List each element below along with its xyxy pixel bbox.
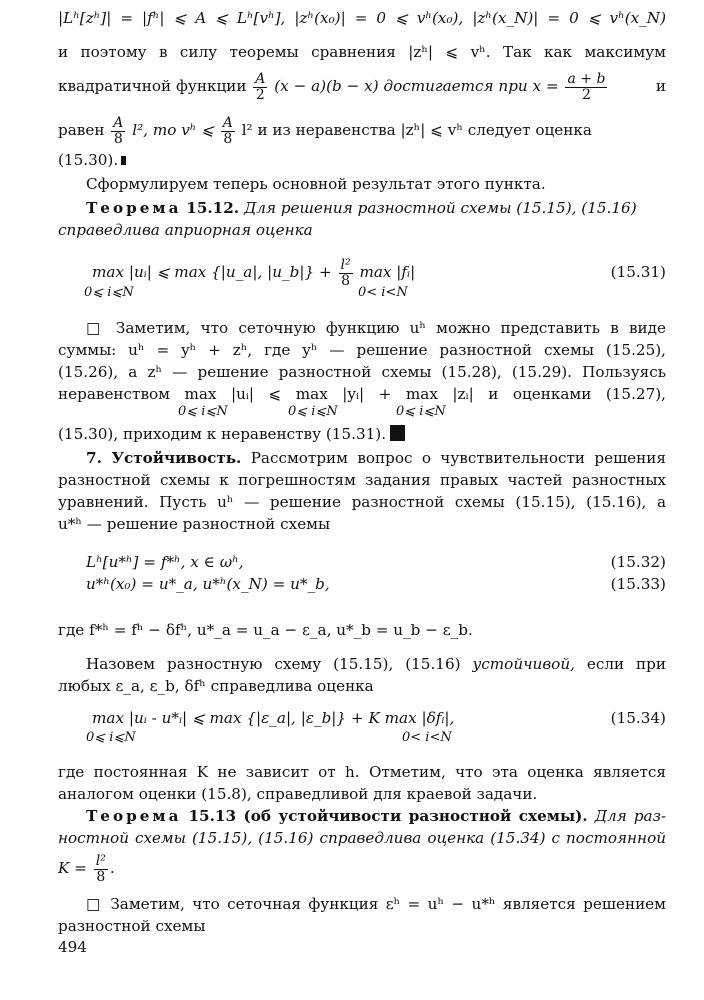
text-line-1: |Lʰ[zʰ]| = |fʰ| ⩽ A ⩽ Lʰ[vʰ], |zʰ(x₀)| = 0 ⩽ vʰ(x₀), |zʰ(x_N)| = 0 ⩽ vʰ(x_N) xyxy=(58,9,666,27)
equation-15-34: max |uᵢ - u*ᵢ| ⩽ max {|ε_a|, |ε_b|} + K max |δfᵢ|, xyxy=(92,709,455,727)
end-of-proof-mark xyxy=(121,156,126,165)
text-line-16: уравнений. Пусть uʰ — решение разностной схемы (15.15), (15.16), а xyxy=(58,493,666,511)
page-number: 494 xyxy=(58,938,87,956)
text-line-20: любых ε_a, ε_b, δfʰ справедлива оценка xyxy=(58,677,374,695)
inequality-subscript: 0⩽ i⩽N xyxy=(178,404,228,419)
equation-subscript: 0< i<N xyxy=(358,285,408,300)
end-of-proof-mark xyxy=(390,425,405,441)
fraction: $\frac{a + b}{2}$ xyxy=(567,70,606,103)
fraction: $\frac{A}{8}$ xyxy=(222,114,233,147)
equation-number: (15.34) xyxy=(610,709,666,727)
equation-15-32: Lʰ[u*ʰ] = f*ʰ, x ∈ ωʰ, xyxy=(86,553,244,571)
text-line-17: u*ʰ — решение разностной схемы xyxy=(58,515,331,533)
text-line-6: Сформулируем теперь основной результат этого пункта. xyxy=(86,175,546,193)
text-line-10: суммы: uʰ = yʰ + zʰ, где yʰ — решение разностной схемы (15.25), xyxy=(58,341,666,359)
equation-number: (15.31) xyxy=(610,263,666,281)
text-line-26: □ Заметим, что сеточная функция εʰ = uʰ − u*ʰ является решением xyxy=(86,895,666,913)
equation-number: (15.33) xyxy=(610,575,666,593)
equation-subscript: 0⩽ i⩽N xyxy=(86,730,136,745)
text-line-13: (15.30), приходим к неравенству (15.31). xyxy=(58,424,666,444)
text-line-9: □ Заметим, что сеточную функцию uʰ можно представить в виде xyxy=(86,319,666,337)
text-line-21: где постоянная K не зависит от h. Отметим, что эта оценка является xyxy=(58,763,666,781)
section-7-heading: 7. Устойчивость. Рассмотрим вопрос о чувствительности решения xyxy=(86,449,666,467)
text-line-8: справедлива априорная оценка xyxy=(58,221,313,239)
fraction: $\frac{A}{2}$ xyxy=(255,70,266,103)
fraction: $\frac{\text{l²}}{8}$ xyxy=(95,852,106,885)
theorem-15-13-heading: Теорема 15.13 (об устойчивости разностной схемы). Для раз- xyxy=(86,807,666,825)
text-line-15: разностной схемы к погрешностям задания правых частей разностных xyxy=(58,471,666,489)
theorem-15-12-heading: Теорема 15.12. Для решения разностной схемы (15.15), (15.16) xyxy=(86,199,637,217)
text-line-27: разностной схемы xyxy=(58,917,206,935)
equation-subscript: 0⩽ i⩽N xyxy=(84,285,134,300)
text-line-24: ностной схемы (15.15), (15.16) справедлива оценка (15.34) с постоянной xyxy=(58,829,666,847)
text-line-2: и поэтому в силу теоремы сравнения |zʰ| ⩽ vʰ. Так как максимум xyxy=(58,43,666,61)
text-line-3: квадратичной функции $\frac{A}{2}$ (x − a)(b − x) достигается при x = $\frac{a + b}{2}$ и xyxy=(58,70,666,103)
text-line-5: (15.30). xyxy=(58,150,666,170)
fraction: $\frac{\text{l²}}{8}$ xyxy=(340,256,351,289)
text-line-11: (15.26), а zʰ — решение разностной схемы (15.28), (15.29). Пользуясь xyxy=(58,363,666,381)
inequality-subscript: 0⩽ i⩽N xyxy=(288,404,338,419)
equation-subscript: 0< i<N xyxy=(402,730,452,745)
text-line-25: K = $\frac{\text{l²}}{8}$ . xyxy=(58,852,115,885)
equation-15-31: max |uᵢ| ⩽ max {|u_a|, |u_b|} + $\frac{\text{l²}}{8}$ max |fᵢ| xyxy=(92,256,416,289)
equation-number: (15.32) xyxy=(610,553,666,571)
text-line-4: равен $\frac{A}{8}$ l², то vʰ ⩽ $\frac{A}{8}$ l² и из неравенства |zʰ| ⩽ vʰ следует оценка xyxy=(58,114,592,147)
fraction: $\frac{A}{8}$ xyxy=(113,114,124,147)
text-line-19: Назовем разностную схему (15.15), (15.16) устойчивой, если при xyxy=(86,655,666,673)
equation-15-33: u*ʰ(x₀) = u*_a, u*ʰ(x_N) = u*_b, xyxy=(86,575,330,593)
text-line-12: неравенством max |uᵢ| ⩽ max |yᵢ| + max |zᵢ| и оценками (15.27), xyxy=(58,385,666,403)
inequality-subscript: 0⩽ i⩽N xyxy=(396,404,446,419)
text-line-22: аналогом оценки (15.8), справедливой для краевой задачи. xyxy=(58,785,538,803)
text-line-18: где f*ʰ = fʰ − δfʰ, u*_a = u_a − ε_a, u*_b = u_b − ε_b. xyxy=(58,621,473,639)
